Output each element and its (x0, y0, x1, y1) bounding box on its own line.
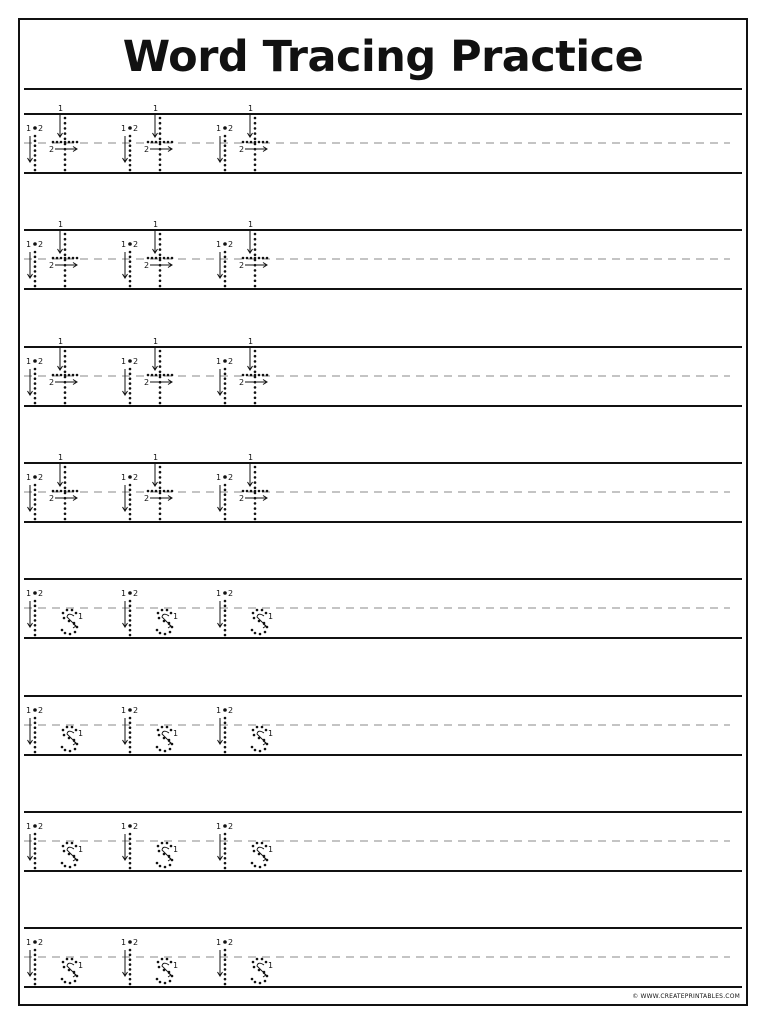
stroke-order-number: 1 (78, 961, 84, 971)
stroke-order-number: 2 (38, 240, 44, 250)
traceable-word (216, 938, 273, 985)
stroke-order-number: 1 (26, 124, 32, 133)
traceable-word (121, 589, 178, 636)
stroke-order-number: 1 (26, 589, 32, 599)
stroke-order-number: 1 (121, 938, 127, 948)
stroke-order-number: 1 (26, 821, 32, 831)
stroke-order-number: 1 (26, 240, 32, 250)
stroke-order-number: 2 (228, 821, 234, 831)
stroke-order-number: 1 (248, 104, 254, 113)
stroke-order-number: 1 (26, 356, 32, 366)
stroke-order-number: 1 (121, 240, 127, 250)
tracing-row (24, 452, 738, 523)
tracing-row (24, 577, 738, 639)
stroke-order-number: 2 (239, 261, 245, 271)
stroke-order-number: 2 (49, 493, 55, 503)
stroke-order-number: 1 (248, 220, 254, 230)
worksheet (18, 18, 748, 1006)
stroke-order-number: 2 (228, 356, 234, 366)
stroke-order-number: 2 (133, 938, 139, 948)
stroke-order-number: 2 (228, 124, 234, 133)
stroke-order-number: 1 (216, 938, 222, 948)
stroke-order-number: 1 (216, 124, 222, 133)
stroke-order-number: 2 (144, 145, 150, 154)
stroke-order-number: 2 (38, 472, 44, 482)
traceable-word (216, 589, 273, 636)
tracing-lines (24, 104, 742, 174)
tracing-lines (24, 336, 742, 407)
stroke-order-number: 2 (38, 705, 44, 715)
tracing-lines (24, 926, 742, 988)
stroke-order-number: 1 (121, 705, 127, 715)
stroke-order-number: 1 (268, 612, 274, 622)
stroke-order-number: 1 (216, 589, 222, 599)
stroke-order-number: 1 (216, 356, 222, 366)
tracing-row (24, 926, 738, 988)
stroke-order-number: 1 (58, 336, 64, 346)
tracing-row (24, 220, 738, 290)
stroke-order-number: 1 (58, 452, 64, 462)
stroke-order-number: 2 (133, 240, 139, 250)
tracing-row (24, 336, 738, 407)
stroke-order-number: 1 (121, 356, 127, 366)
stroke-order-number: 2 (239, 377, 245, 387)
stroke-order-number: 1 (26, 705, 32, 715)
stroke-order-number: 1 (216, 705, 222, 715)
stroke-order-number: 2 (38, 821, 44, 831)
stroke-order-number: 1 (121, 472, 127, 482)
stroke-order-number: 2 (144, 261, 150, 271)
traceable-word (26, 938, 83, 985)
stroke-order-number: 1 (26, 938, 32, 948)
stroke-order-number: 1 (58, 104, 64, 113)
tracing-lines (24, 694, 742, 756)
stroke-order-number: 2 (239, 493, 245, 503)
stroke-order-number: 1 (78, 728, 84, 738)
stroke-order-number: 2 (133, 705, 139, 715)
stroke-order-number: 1 (248, 452, 254, 462)
stroke-order-number: 1 (216, 821, 222, 831)
tracing-lines (24, 220, 742, 290)
tracing-lines (24, 810, 742, 872)
traceable-word (26, 822, 83, 869)
stroke-order-number: 1 (58, 220, 64, 230)
traceable-word (121, 706, 178, 753)
copyright-footer: © WWW.CREATEPRINTABLES.COM (632, 993, 740, 1000)
stroke-order-number: 1 (173, 728, 179, 738)
stroke-order-number: 2 (49, 261, 55, 271)
stroke-order-number: 1 (78, 844, 84, 854)
stroke-order-number: 2 (133, 356, 139, 366)
stroke-order-number: 1 (248, 336, 254, 346)
stroke-order-number: 2 (228, 938, 234, 948)
stroke-order-number: 1 (26, 472, 32, 482)
stroke-order-number: 2 (133, 472, 139, 482)
stroke-order-number: 1 (268, 844, 274, 854)
stroke-order-number: 1 (153, 220, 159, 230)
stroke-order-number: 2 (144, 493, 150, 503)
stroke-order-number: 2 (228, 705, 234, 715)
tracing-rows (20, 20, 746, 1004)
stroke-order-number: 2 (239, 145, 245, 154)
stroke-order-number: 1 (153, 336, 159, 346)
traceable-word (26, 706, 83, 753)
stroke-order-number: 2 (38, 589, 44, 599)
stroke-order-number: 2 (133, 124, 139, 133)
stroke-order-number: 1 (121, 821, 127, 831)
traceable-word (121, 938, 178, 985)
stroke-order-number: 2 (38, 124, 44, 133)
stroke-order-number: 2 (133, 589, 139, 599)
stroke-order-number: 1 (173, 961, 179, 971)
traceable-word (26, 589, 83, 636)
stroke-order-number: 2 (144, 377, 150, 387)
traceable-word (216, 706, 273, 753)
tracing-row (24, 694, 738, 756)
stroke-order-number: 2 (38, 356, 44, 366)
stroke-order-number: 1 (121, 124, 127, 133)
stroke-order-number: 1 (153, 452, 159, 462)
stroke-order-number: 1 (268, 728, 274, 738)
stroke-order-number: 2 (133, 821, 139, 831)
stroke-order-number: 2 (49, 145, 55, 154)
traceable-word (121, 822, 178, 869)
stroke-order-number: 1 (173, 612, 179, 622)
traceable-word (216, 822, 273, 869)
tracing-row (24, 104, 738, 174)
stroke-order-number: 1 (153, 104, 159, 113)
stroke-order-number: 1 (121, 589, 127, 599)
tracing-row (24, 810, 738, 872)
stroke-order-number: 1 (173, 844, 179, 854)
stroke-order-number: 2 (49, 377, 55, 387)
stroke-order-number: 1 (216, 472, 222, 482)
stroke-order-number: 1 (216, 240, 222, 250)
stroke-order-number: 2 (228, 472, 234, 482)
stroke-order-number: 2 (228, 589, 234, 599)
stroke-order-number: 2 (38, 938, 44, 948)
stroke-order-number: 1 (78, 612, 84, 622)
stroke-order-number: 1 (268, 961, 274, 971)
tracing-lines (24, 577, 742, 639)
tracing-lines (24, 452, 742, 523)
stroke-order-number: 2 (228, 240, 234, 250)
page-title: Word Tracing Practice (122, 32, 644, 82)
